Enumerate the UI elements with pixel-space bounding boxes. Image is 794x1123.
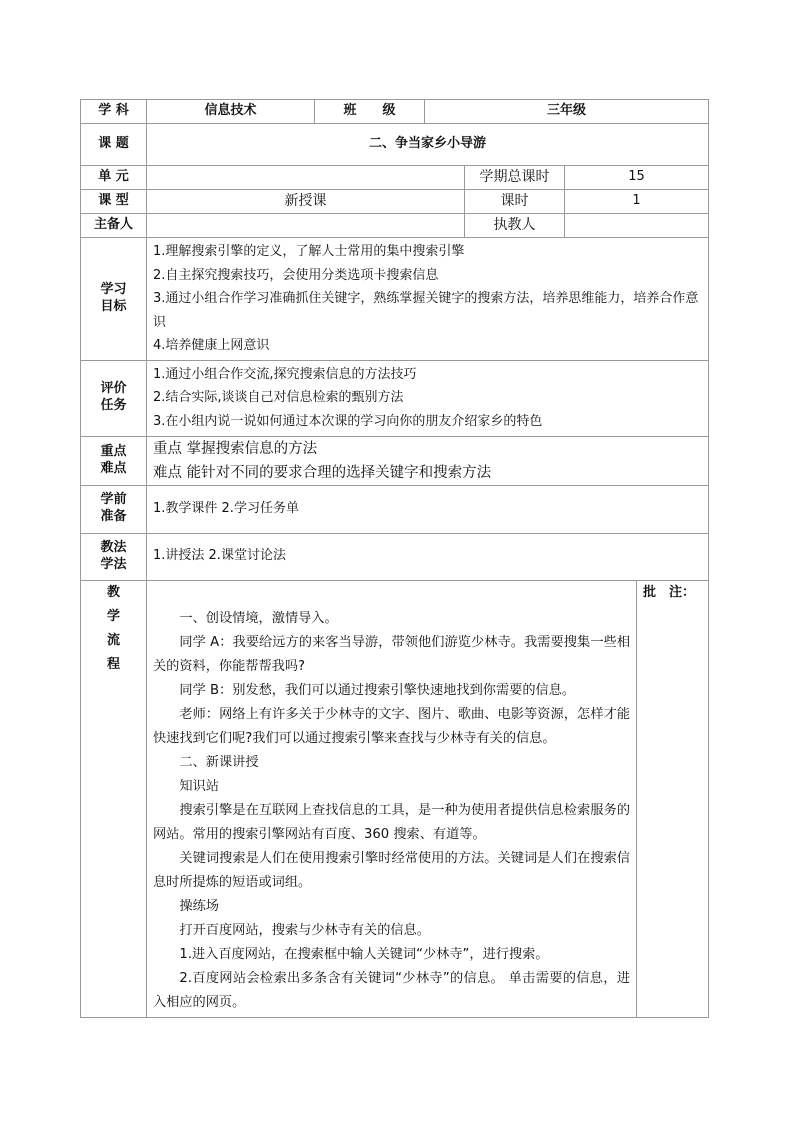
goal-item: 4.培养健康上网意识 [153,338,270,353]
hours-label: 课时 [465,190,565,214]
methods-label-line-2: 学法 [100,556,127,572]
goal-item: 1.理解搜索引擎的定义，了解人士常用的集中搜索引擎 [153,244,465,259]
evaluation-row [81,360,709,436]
key-point: 重点 掌握搜索信息的方法 [153,440,318,457]
type-label: 课 型 [81,190,147,214]
flow-paragraph: 操练场 [179,898,219,914]
unit-value [147,166,465,190]
flow-paragraph: 一、创设情境，激情导入。 [179,610,338,626]
flow-label-char: 流 [106,632,120,648]
keypoints-label [81,436,147,485]
keypoints-content [147,436,709,485]
difficulty-point: 难点 能针对不同的要求合理的选择关键字和搜索方法 [153,464,492,481]
subject-value: 信息技术 [147,100,315,124]
subject-row [81,100,709,124]
flow-paragraph: 打开百度网站，搜索与少林寺有关的信息。 [179,922,430,938]
prep-value: 1.教学课件 2.学习任务单 [147,485,709,533]
flow-paragraph: 1.进入百度网站，在搜索框中输人关键词“少林寺”，进行搜索。 [179,946,549,962]
keypoints-row [81,436,709,485]
flow-paragraph: 老师：网络上有许多关于少林寺的文字、图片、歌曲、电影等资源，怎样才能快速找到它们呢?我们可以通过搜索引擎来查找与少林寺有关的信息。 [153,706,631,746]
evaluation-item: 2.结合实际,谈谈自己对信息检索的甄别方法 [153,390,404,406]
total-hours-label: 学期总课时 [465,166,565,190]
evaluation-label-line-2: 任务 [100,398,127,413]
flow-content [147,580,637,1017]
topic-row [81,124,709,166]
flow-label-char: 教 [106,584,120,600]
flow-paragraph: 二、新课讲授 [179,754,259,770]
preparer-row [81,214,709,238]
keypoints-label-line-1: 重点 [100,443,127,459]
topic-label: 课 题 [81,124,147,166]
methods-value: 1.讲授法 2.课堂讨论法 [147,533,709,580]
flow-paragraph: 关键词搜索是人们在使用搜索引擎时经常使用的方法。关键词是人们在搜索信息时所提炼的短语或词组。 [153,850,631,890]
prep-label-line-2: 准备 [100,509,127,524]
preparer-label: 主备人 [81,214,147,238]
evaluation-list [147,360,709,436]
flow-row [81,580,709,1017]
methods-label [81,533,147,580]
evaluation-label-line-1: 评价 [100,381,127,397]
unit-label: 单 元 [81,166,147,190]
lesson-plan-table [80,99,709,1018]
flow-paragraph: 知识站 [179,778,219,794]
flow-label-char: 程 [106,656,120,672]
flow-paragraph: 搜索引擎是在互联网上查找信息的工具，是一种为使用者提供信息检索服务的网站。常用的搜索引擎网站有百度、360 搜索、有道等。 [153,802,631,842]
flow-paragraph: 同学 B：别发愁，我们可以通过搜索引擎快速地找到你需要的信息。 [179,682,576,698]
flow-label [81,580,147,1017]
type-row [81,190,709,214]
methods-row [81,533,709,580]
preparer-value [147,214,465,238]
subject-label: 学 科 [81,100,147,124]
class-value: 三年级 [425,100,709,124]
topic-value: 二、争当家乡小导游 [147,124,709,166]
goals-label-line-2: 目标 [100,298,127,314]
hours-value: 1 [565,190,709,214]
class-label: 班 级 [315,100,425,124]
goals-label [81,238,147,361]
goal-item: 2.自主探究搜索技巧，会使用分类选项卡搜索信息 [153,267,439,283]
flow-paragraph: 同学 A：我要给远方的来客当导游，带领他们游览少林寺。我需要搜集一些相关的资料，你能帮帮我吗? [153,634,631,674]
teacher-value [565,214,709,238]
prep-row [81,485,709,533]
evaluation-label [81,360,147,436]
flow-paragraph: 2.百度网站会检索出多条含有关键词“少林寺”的信息。 单击需要的信息，进入相应的网页。 [153,970,631,1010]
prep-label [81,485,147,533]
goals-list [147,238,709,361]
notes-label: 批 注： [637,580,709,1017]
keypoints-label-line-2: 难点 [100,460,127,476]
prep-label-line-1: 学前 [100,492,127,508]
methods-label-line-1: 教法 [100,539,127,555]
flow-label-char: 学 [106,608,120,624]
type-value: 新授课 [147,190,465,214]
goal-item: 3.通过小组合作学习准确抓住关键字，熟练掌握关键字的搜索方法，培养思维能力，培养合作意识 [153,291,699,330]
evaluation-item: 3.在小组内说一说如何通过本次课的学习向你的朋友介绍家乡的特色 [153,413,543,429]
teacher-label: 执教人 [465,214,565,238]
goals-label-line-1: 学习 [100,281,127,297]
total-hours-value: 15 [565,166,709,190]
evaluation-item: 1.通过小组合作交流,探究搜索信息的方法技巧 [153,366,417,382]
unit-row [81,166,709,190]
goals-row [81,238,709,361]
